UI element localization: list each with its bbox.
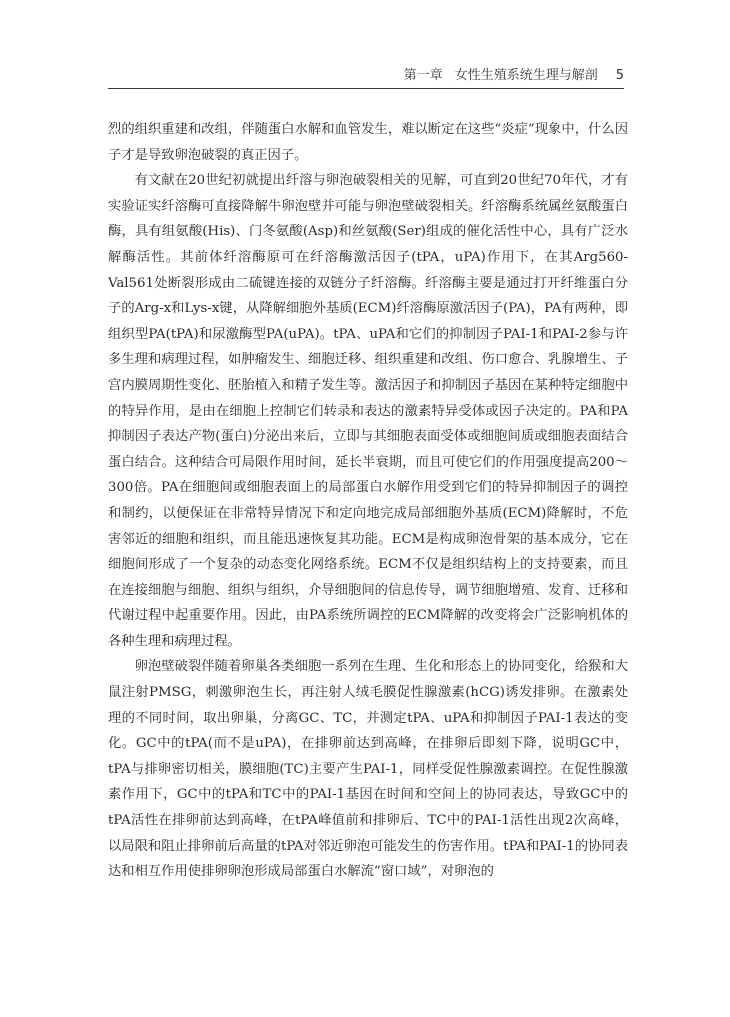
- paragraph-fibrinolysis: 有文献在20世纪初就提出纤溶与卵泡破裂相关的见解，可直到20世纪70年代，才有实验证实纤溶酶可直接降解牛卵泡壁并可能与卵泡壁破裂相关。纤溶酶系统属丝氨酸蛋白酶，具有组氨酸(His)、门冬氨酸(Asp)和丝氨酸(Ser)组成的催化活性中心，具有广泛水解酶活性。其前体纤溶酶原可在纤溶酶激活因子(tPA，uPA)作用下，在其Arg560-Val561处断裂形成由二硫键连接的双链分子纤溶酶。纤溶酶主要是通过打开纤维蛋白分子的Arg-x和Lys-x键，从降解细胞外基质(ECM)纤溶酶原激活因子(PA)，PA有两种，即组织型PA(tPA)和尿激酶型PA(uPA)。tPA、uPA和它们的抑制因子PAI-1和PAI-2参与许多生理和病理过程，如肿瘤发生、细胞迁移、组织重建和改组、伤口愈合、乳腺增生、子宫内膜周期性变化、胚胎植入和精子发生等。激活因子和抑制因子基因在某种特定细胞中的特异作用，是由在细胞上控制它们转录和表达的激素特异受体或因子决定的。PA和PA抑制因子表达产物(蛋白)分泌出来后，立即与其细胞表面受体或细胞间质或细胞表面结合蛋白结合。这种结合可局限作用时间，延长半衰期，而且可使它们的作用强度提高200～300倍。PA在细胞间或细胞表面上的局部蛋白水解作用受到它们的特异抑制因子的调控和制约，以便保证在非常特异情况下和定向地完成局部细胞外基质(ECM)降解时，不危害邻近的细胞和组织，而且能迅速恢复其功能。ECM是构成卵泡骨架的基本成分，它在细胞间形成了一个复杂的动态变化网络系统。ECM不仅是组织结构上的支持要素，而且在连接细胞与细胞、组织与组织，介导细胞间的信息传导，调节细胞增殖、发育、迁移和代谢过程中起重要作用。因此，由PA系统所调控的ECM降解的改变将会广泛影响机体的各种生理和病理过程。: [108, 173, 628, 649]
- paragraph-continued: 烈的组织重建和改组，伴随蛋白水解和血管发生，难以断定在这些“炎症”现象中，什么因子才是导致卵泡破裂的真正因子。: [108, 122, 628, 163]
- header-text: [404, 64, 624, 83]
- page-number: 5: [615, 68, 624, 83]
- running-header: [108, 62, 624, 89]
- paragraph-follicle-rupture: 卵泡壁破裂伴随着卵巢各类细胞一系列在生理、生化和形态上的协同变化，给猴和大鼠注射PMSG，刺激卵泡生长，再注射人绒毛膜促性腺激素(hCG)诱发排卵。在激素处理的不同时间，取出卵巢，分离GC、TC，并测定tPA、uPA和抑制因子PAI-1表达的变化。GC中的tPA(而不是uPA)，在排卵前达到高峰，在排卵后即刻下降，说明GC中，tPA与排卵密切相关，膜细胞(TC)主要产生PAI-1，同样受促性腺激素调控。在促性腺激素作用下，GC中的tPA和TC中的PAI-1基因在时间和空间上的协同表达，导致GC中的tPA活性在排卵前达到高峰，在tPA峰值前和排卵后、TC中的PAI-1活性出现2次高峰，以局限和阻止排卵前后高量的tPA对邻近卵泡可能发生的伤害作用。tPA和PAI-1的协同表达和相互作用使排卵卵泡形成局部蛋白水解流“窗口域”，对卵泡的: [108, 659, 628, 880]
- chapter-label: 第一章: [403, 68, 443, 83]
- chapter-title: 女性生殖系统生理与解剖: [454, 68, 598, 83]
- body-text: [108, 117, 628, 885]
